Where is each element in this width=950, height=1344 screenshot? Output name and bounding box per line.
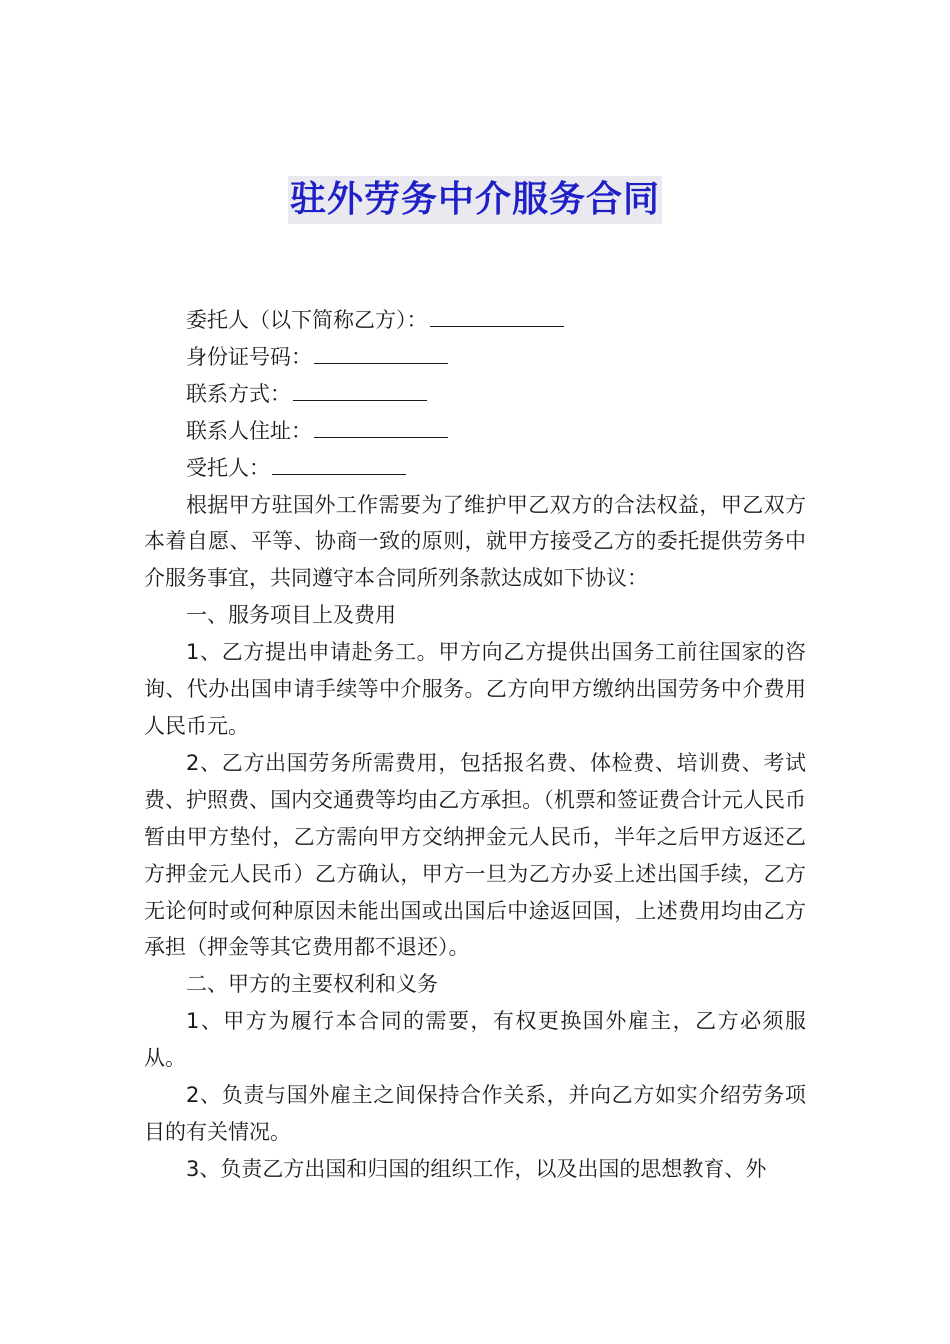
document-body <box>144 302 806 1188</box>
field-id-number-blank <box>314 341 448 364</box>
field-client <box>144 302 806 339</box>
field-address-label: 联系人住址： <box>186 418 312 443</box>
field-id-number <box>144 339 806 376</box>
field-client-label: 委托人（以下简称乙方）： <box>186 308 428 332</box>
field-address-blank <box>314 415 448 438</box>
document-title: 驻外劳务中介服务合同 <box>288 176 662 224</box>
clause-paragraph: 3、负责乙方出国和归国的组织工作，以及出国的思想教育、外 <box>186 1156 767 1181</box>
field-address <box>144 413 806 450</box>
field-id-number-label: 身份证号码： <box>186 344 312 369</box>
clause-paragraph: 2、负责与国外雇主之间保持合作关系，并向乙方如实介绍劳务项目的有关情况。 <box>144 1083 806 1144</box>
field-contact-blank <box>293 378 427 401</box>
field-contact-label: 联系方式： <box>186 381 291 406</box>
field-trustee <box>144 450 806 487</box>
field-contact <box>144 376 806 413</box>
section-heading-party-a: 二、甲方的主要权利和义务 <box>186 972 438 997</box>
clause-paragraph: 1、甲方为履行本合同的需要，有权更换国外雇主，乙方必须服从。 <box>144 1009 806 1071</box>
preamble-paragraph: 根据甲方驻国外工作需要为了维护甲乙双方的合法权益，甲乙双方本着自愿、平等、协商一致的原则，就甲方接受乙方的委托提供劳务中介服务事宜，共同遵守本合同所列条款达成如下协议： <box>144 492 806 591</box>
title-container <box>0 176 950 224</box>
field-trustee-blank <box>272 452 406 475</box>
clause-paragraph: 2、乙方出国劳务所需费用，包括报名费、体检费、培训费、考试费、护照费、国内交通费等均由乙方承担。（机票和签证费合计元人民币暂由甲方垫付，乙方需向甲方交纳押金元人民币，半年之后甲方返还乙方押金元人民币）乙方确认，甲方一旦为乙方办妥上述出国手续，乙方无论何时或何种原因未能出国或出国后中途返回国，上述费用均由乙方承担（押金等其它费用都不退还）。 <box>144 750 806 960</box>
section-heading-services: 一、服务项目上及费用 <box>186 603 396 628</box>
clause-paragraph: 1、乙方提出申请赴务工。甲方向乙方提供出国务工前往国家的咨询、代办出国申请手续等中介服务。乙方向甲方缴纳出国劳务中介费用人民币元。 <box>144 640 806 738</box>
field-client-blank <box>430 304 564 327</box>
field-trustee-label: 受托人： <box>186 455 270 480</box>
